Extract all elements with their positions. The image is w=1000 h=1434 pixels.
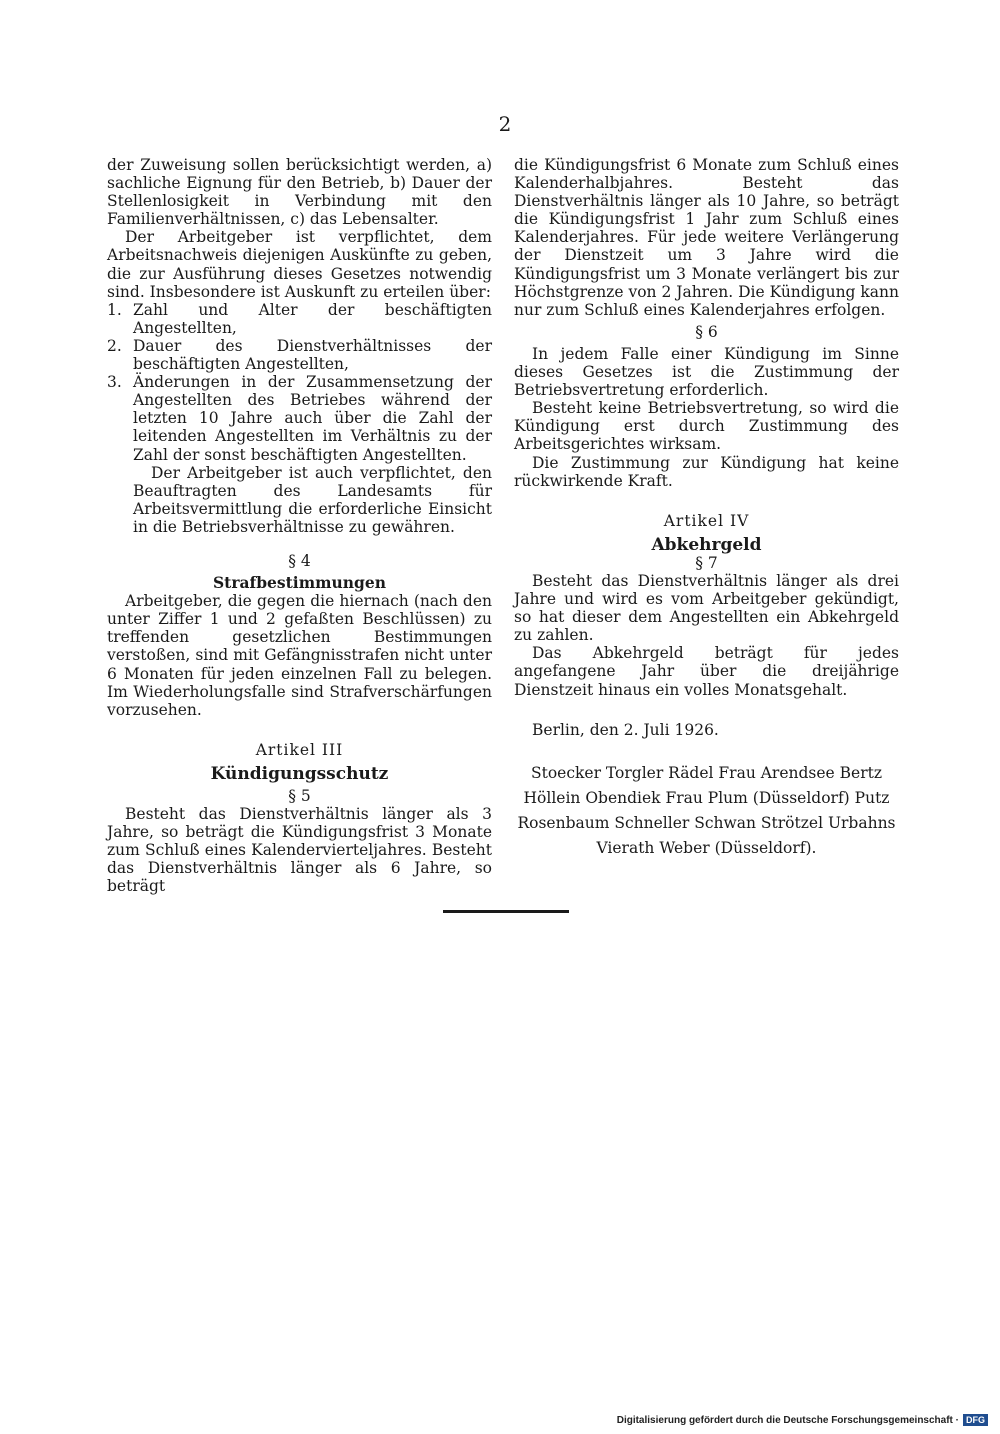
right-column [514,156,899,861]
section-4-title: Strafbestimmungen [212,573,386,593]
date-line: Berlin, den 2. Juli 1926. [532,720,719,739]
continuation-paragraph: die Kündigungsfrist 6 Monate zum Schluß eines Kalenderhalbjahres. Besteht das Dienstverhältnis länger als 10 Jahre, so beträgt die Kündigungsfrist 1 Jahr zum Schluß eines Kalenderjahres. Für jede weitere Verlängerung der Dienstzeit um 3 Jahre wird die Kündigungsfrist um 3 Monate verlängert bis zur Höchstgrenze von 2 Jahren. Die Kündigung kann nur zum Schluß eines Kalenderjahres erfolgen. [514,156,899,319]
signature-line: Rosenbaum Schneller Schwan Strötzel Urbahns [517,813,896,832]
signature-line: Vierath Weber (Düsseldorf). [596,838,817,857]
information-list [107,301,492,464]
section-5-text: Besteht das Dienstverhältnis länger als 3 Jahre, so beträgt die Kündigungsfrist 3 Monate zum Schluß eines Kalendervierteljahres. Besteht das Dienstverhältnis länger als 6 Jahre, so beträgt [107,805,492,896]
list-text: Zahl und Alter der beschäftigten Angestellten, [133,300,492,337]
list-text: Änderungen in der Zusammensetzung der Angestellten des Betriebes während der letzten 10 Jahre auch über die Zahl der leitenden Angestellten im Verhältnis zu der Zahl der sonst beschäftigten Angestellten. [133,373,492,464]
inspection-paragraph: Der Arbeitgeber ist auch verpflichtet, den Beauftragten des Landesamts für Arbeitsvermittlung die erforderliche Einsicht in die Betriebsverhältnisse zu gewähren. [133,463,492,536]
section-7-paragraph-1: Besteht das Dienstverhältnis länger als drei Jahre und wird es vom Arbeitgeber gekündigt, so hat dieser dem Angestellten ein Abkehrgeld zu zahlen. [514,571,899,645]
page-number: 2 [498,112,512,136]
duty-paragraph: Der Arbeitgeber ist verpflichtet, dem Arbeitsnachweis diejenigen Auskünfte zu geben, die zur Ausführung dieses Gesetzes notwendig sind. Insbesondere ist Auskunft zu erteilen über: [107,228,492,301]
footer [617,1414,988,1426]
left-column [107,156,492,896]
section-6-paragraph-3: Die Zustimmung zur Kündigung hat keine rückwirkende Kraft. [514,453,899,490]
list-number: 3. [107,373,122,392]
list-item [107,373,492,463]
section-4-text: Arbeitgeber, die gegen die hiernach (nach den unter Ziffer 1 und 2 gefaßten Beschlüssen) zu treffenden gesetzlichen Bestimmungen verstoßen, sind mit Gefängnisstrafen nicht unter 6 Monaten für jeden einzelnen Fall zu belegen. Im Wiederholungsfalle sind Strafverschärfungen vorzusehen. [107,592,492,719]
article-3-title: Kündigungsschutz [210,763,389,784]
dfg-logo-icon: DFG [963,1414,988,1426]
section-6-paragraph-2: Besteht keine Betriebsvertretung, so wird die Kündigung erst durch Zustimmung des Arbeitsgerichtes wirksam. [514,399,899,454]
intro-paragraph: der Zuweisung sollen berücksichtigt werden, a) sachliche Eignung für den Betrieb, b) Dauer der Stellenlosigkeit in Verbindung mit den Familienverhältnissen, c) das Lebensalter. [107,156,492,229]
closing-rule [443,910,569,913]
funding-note: Digitalisierung gefördert durch die Deutsche Forschungsgemeinschaft · [616,1414,959,1426]
article-3-label: Artikel III [255,740,344,759]
section-7-paragraph-2: Das Abkehrgeld beträgt für jedes angefangene Jahr über die dreijährige Dienstzeit hinaus ein volles Monatsgehalt. [514,644,899,699]
article-4-title: Abkehrgeld [651,534,762,555]
list-item [107,301,492,337]
signatures [514,761,899,861]
section-4-sign: § 4 [288,551,311,570]
list-number: 2. [107,336,122,355]
section-6-paragraph-1: In jedem Falle einer Kündigung im Sinne dieses Gesetzes ist die Zustimmung der Betriebsvertretung erforderlich. [514,344,899,400]
signature-line: Höllein Obendiek Frau Plum (Düsseldorf) Putz [523,788,890,807]
section-6-sign: § 6 [695,322,718,341]
list-item [107,337,492,373]
section-5-sign: § 5 [288,787,311,805]
section-7-sign: § 7 [695,553,718,572]
list-number: 1. [107,300,122,319]
signature-line: Stoecker Torgler Rädel Frau Arendsee Bertz [530,763,883,782]
article-4-label: Artikel IV [663,511,750,530]
list-text: Dauer des Dienstverhältnisses der beschäftigten Angestellten, [133,336,492,374]
